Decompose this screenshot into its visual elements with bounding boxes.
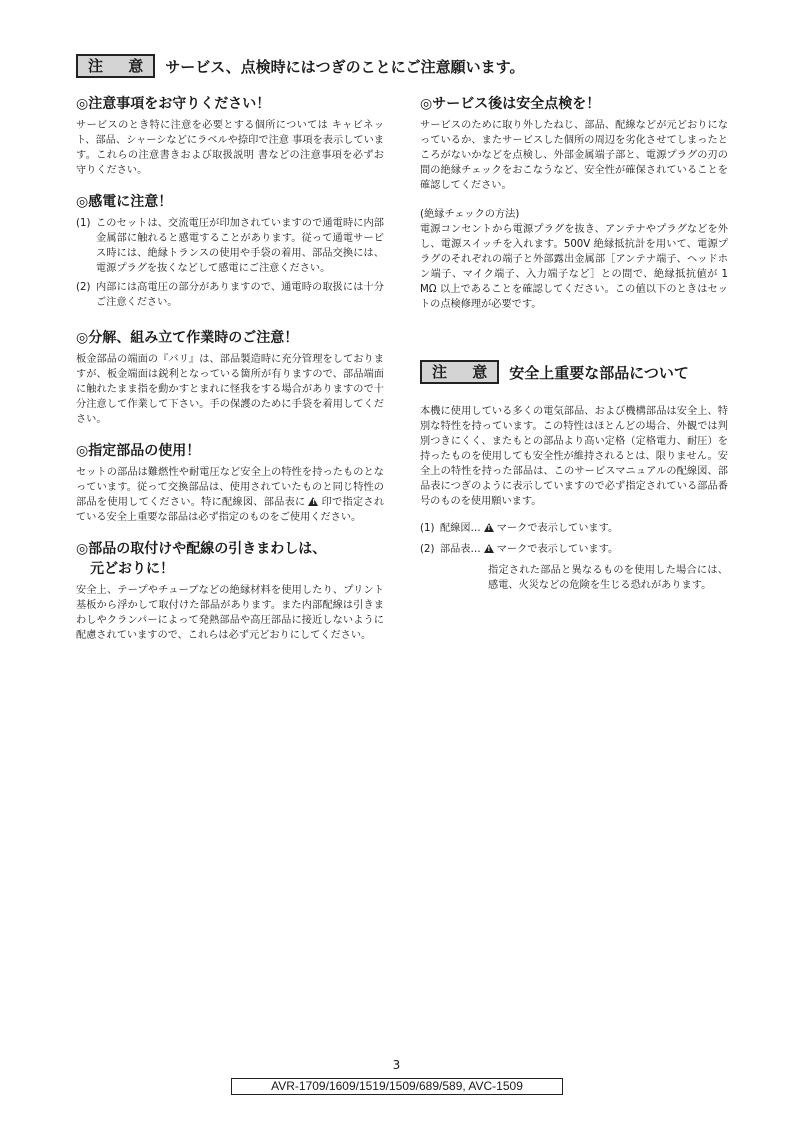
model-list: AVR-1709/1609/1519/1509/689/589, AVC-1509 [231,1078,563,1095]
list-item [420,521,728,536]
item-label: 配線図… [440,523,481,534]
item-text: 内部には高電圧の部分がありますので、通電時の取扱には十分ご注意ください。 [96,282,384,308]
page-header [76,54,525,78]
item-number: (1) [420,523,435,534]
section-body: 安全上、テープやチューブなどの絶縁材料を使用したり、プリント基板から浮かして取付けた部品があります。また内部配線は引きまわしやクランパーによって発熱部品や高圧部品に接近しないように配慮されていますので、これらは必ず元どおりにしてください。 [76,585,384,641]
body-text-b: 印で指定されている安全上重要な部品は必ず指定のものをご使用ください。 [76,497,385,523]
item-text [440,542,728,557]
section-heading: ◎分解、組み立て作業時のご注意！ [76,330,299,346]
item-desc: マークで表示しています。 [496,523,619,534]
list-item [420,542,728,557]
warning-triangle-icon [484,544,494,553]
section-heading-line-2: 元どおりに！ [90,561,174,577]
list-item [76,280,384,310]
item-number: (2) [420,544,435,555]
warning-triangle-icon [308,497,318,506]
section-disassembly [76,328,384,427]
section-heading: ◎指定部品の使用！ [76,443,201,459]
check-method-title: (絶縁チェックの方法) [420,209,520,220]
safety-note: 指定された部品と異なるものを使用した場合には、感電、火災などの危険を生じる恐れがあります。 [488,565,728,591]
caution-badge: 注 意 [420,360,499,384]
right-column [420,94,728,607]
section-heading [76,539,384,559]
safety-body: 本機に使用している多くの電気部品、および機構部品は安全上、特別な特性を持っています。この特性はほとんどの場合、外観では判別つきにくく、またもとの部品より高い定格（定格電力、耐圧）を持ったものを使用しても安全性が維持されるとは、限りません。安全上の特性を持った部品は、このサービスマニュアルの配線図、部品表につぎのように表示していますので必ず指定されている部品番号のものを使用願います。 [420,406,728,507]
section-heading: ◎注意事項をお守りください！ [76,96,271,112]
caution-badge: 注 意 [76,54,155,78]
section-electric-shock [76,192,384,310]
section-specified-parts [76,441,384,525]
list-item [76,216,384,276]
section-body [76,465,384,525]
heading-line-1: ◎部品の取付けや配線の引きまわしは、 [76,541,327,557]
item-desc: マークで表示しています。 [496,544,619,555]
item-label: 部品表… [440,544,481,555]
page-number: 3 [392,1058,401,1072]
safety-title: 安全上重要な部品について [509,363,689,382]
item-number: (2) [76,282,91,293]
section-body: 板金部品の端面の『バリ』は、部品製造時に充分管理をしておりますが、板金端面は鋭利となっている箇所が有りますので、部品端面に触れたまま指を動かすとまれに怪我をする場合がありますので十分注意して作業して下さい。手の保護のために手袋を着用してください。 [76,354,384,425]
section-wiring [76,539,384,643]
section-body: サービスのために取り外したねじ、部品、配線などが元どおりになっているか、またサービスした個所の周辺を劣化させてしまったところがないかなどを点検し、外部金属端子部と、電源プラグの刃の間の絶縁チェックをおこなうなど、安全性が確保されていることを確認してください。 [420,120,728,191]
warning-triangle-icon [484,523,494,532]
section-safety-check [420,94,728,312]
section-body: サービスのとき特に注意を必要とする個所については キャビネット、部品、シャーシなどにラベルや捺印で注意 事項を表示しています。これらの注意書きおよび取扱説明 書などの注意事項を必ずお守りください。 [76,120,384,176]
section-safety-parts [420,360,728,593]
section-heading: ◎サービス後は安全点検を！ [420,96,601,112]
left-column [76,94,384,657]
page-title: サービス、点検時にはつぎのことにご注意願います。 [165,57,525,76]
check-method-body: 電源コンセントから電源プラグを抜き、アンテナやプラグなどを外し、電源スイッチを入れます。500V 絶縁抵抗計を用いて、電源プラグのそれぞれの端子と外部露出金属部［アンテナ端子、ヘッドホン端子、マイク端子、入力端子など］との間で、絶縁抵抗値が 1 MΩ 以上であることを確認してください。この値以下のときはセットの点検修理が必要です。 [420,224,728,310]
section-precautions [76,94,384,178]
item-text: このセットは、交流電圧が印加されていますので通電時に内部金属部に触れると感電することがあります。従って通電サービス時には、絶縁トランスの使用や手袋の着用、部品交換には、電源プラグを抜くなどして感電にご注意ください。 [96,218,384,274]
item-text [440,521,728,536]
body-text-a: セットの部品は難燃性や耐電圧など安全上の特性を持ったものとなっています。従って交換部品は、使用されていたものと同じ特性の部品を使用してください。特に配線図、部品表に [76,467,384,508]
section-heading: ◎感電に注意！ [76,194,173,210]
item-number: (1) [76,218,91,229]
safety-header [420,360,728,384]
